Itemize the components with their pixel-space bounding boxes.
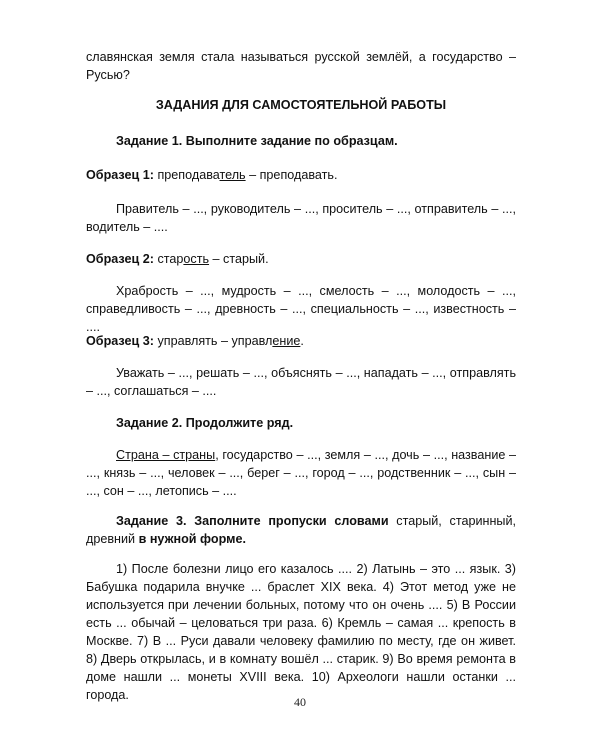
task3-body: 1) После болезни лицо его казалось .... 2) Латынь – это ... язык. 3) Бабушка подарила внучке ... браслет XIX века. 4) Этот метод уже не используется при лечении больных, потому что он очень .... 5) В России есть ... обычай – целоваться три раза. 6) Кремль – самая ... крепость в Москве. 7) В ... Руси давали человеку фамилию по месту, где он живет. 8) Дверь открылась, и в комнату вошёл ... старик. 9) Во время ремонта в доме нашли ... монеты XVIII века. 10) Археологи нашли останки ... города.	[86, 562, 516, 702]
sample2-stem: стар	[153, 252, 184, 266]
task1-heading: Задание 1. Выполните задание по образцам.	[116, 134, 398, 148]
sample3-rest: .	[300, 334, 304, 348]
sample3-suffix: ение	[272, 334, 301, 348]
sample1-stem: преподава	[153, 168, 220, 182]
task3-heading-words: старый, старинный, древний	[86, 514, 516, 546]
sample2-line	[86, 250, 516, 268]
task2-rest: , государство – ..., земля – ..., дочь – ..., название – ..., князь – ..., человек – ..., берег – ..., город – ..., родственник – ..., сын – ..., сон – ..., летопись – ....	[86, 448, 516, 498]
task2-exercise	[86, 446, 516, 500]
task2-heading: Задание 2. Продолжите ряд.	[116, 416, 294, 430]
sample3-stem: управл	[231, 334, 273, 348]
sample3-prefix: управлять –	[153, 334, 232, 348]
page-number: 40	[294, 695, 306, 709]
intro-paragraph: славянская земля стала называться русской землёй, а государство – Русью?	[86, 50, 516, 82]
sample1-suffix: тель	[219, 168, 246, 182]
task3-heading-bold2: в нужной форме.	[138, 532, 246, 546]
sample1-label: Образец 1:	[86, 168, 154, 182]
task3-heading	[86, 512, 516, 548]
sample3-exercise: Уважать – ..., решать – ..., объяснять – ..., нападать – ..., отправлять – ..., соглашаться – ....	[86, 366, 516, 398]
sample1-line	[86, 166, 516, 184]
task2-example: Страна – страны	[116, 448, 216, 462]
sample2-exercise: Храбрость – ..., мудрость – ..., смелость – ..., молодость – ..., справедливость – ..., древность – ..., специальность – ..., известность – ....	[86, 284, 516, 334]
section-title: ЗАДАНИЯ ДЛЯ САМОСТОЯТЕЛЬНОЙ РАБОТЫ	[155, 98, 447, 112]
sample3-line	[86, 332, 516, 350]
sample2-rest: – старый.	[209, 252, 269, 266]
sample2-suffix: ость	[183, 252, 210, 266]
sample3-label: Образец 3:	[86, 334, 154, 348]
sample1-exercise: Правитель – ..., руководитель – ..., проситель – ..., отправитель – ..., водитель – ....	[86, 202, 516, 234]
task3-heading-bold1: Задание 3. Заполните пропуски словами	[116, 514, 389, 528]
sample2-label: Образец 2:	[86, 252, 154, 266]
sample1-rest: – преподавать.	[245, 168, 338, 182]
